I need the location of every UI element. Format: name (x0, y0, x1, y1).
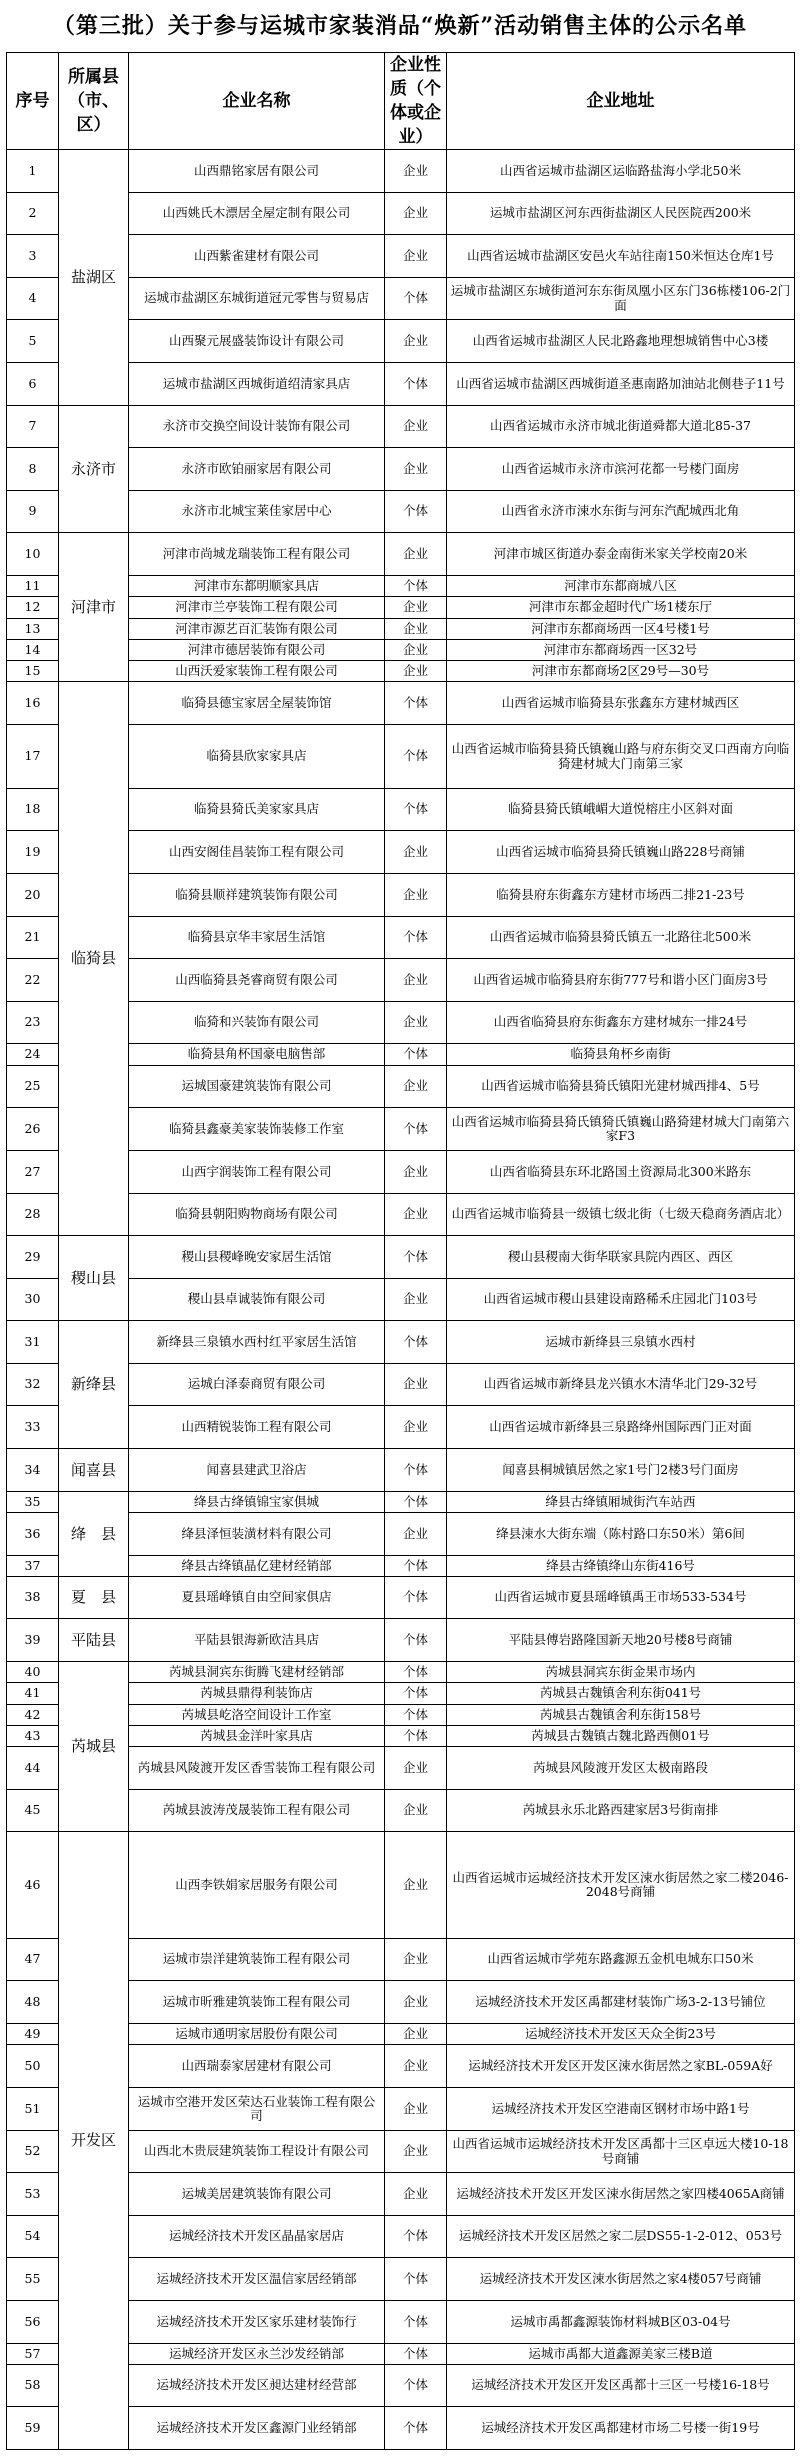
row-company-name: 山西精锐装饰工程有限公司 (129, 1406, 385, 1449)
row-county: 临猗县 (59, 682, 129, 1236)
row-address: 山西省运城市临猗县猗氏镇阳光建材城西排4、5号 (447, 1066, 795, 1108)
row-seq: 32 (7, 1364, 59, 1406)
row-company-type: 个体 (385, 1492, 447, 1513)
table-body (7, 150, 795, 2450)
row-address: 绛县涑水大街东端（陈村路口东50米）第6间 (447, 1513, 795, 1556)
row-address: 稷山县稷南大街华联家具院内西区、西区 (447, 1236, 795, 1279)
row-seq: 47 (7, 1939, 59, 1981)
row-address: 山西省运城市运城经济技术开发区涑水街居然之家二楼2046-2048号商铺 (447, 1832, 795, 1939)
row-address: 山西省运城市稷山县建设南路稀禾庄园北门103号 (447, 1279, 795, 1321)
announcement-table (6, 52, 795, 2450)
row-company-name: 芮城县风陵渡开发区香雪装饰工程有限公司 (129, 1747, 385, 1790)
row-seq: 49 (7, 2024, 59, 2045)
row-address: 河津市东都商城八区 (447, 576, 795, 597)
row-company-type: 企业 (385, 661, 447, 682)
row-company-name: 绛县泽恒装潢材料有限公司 (129, 1513, 385, 1556)
row-address: 运城经济技术开发区开发区禹都十三区一号楼16-18号 (447, 2365, 795, 2407)
row-company-name: 山西紫雀建材有限公司 (129, 235, 385, 278)
row-company-type: 企业 (385, 1364, 447, 1406)
row-company-type: 企业 (385, 831, 447, 874)
row-company-name: 运城经济开发区永兰沙发经销部 (129, 2344, 385, 2365)
row-seq: 40 (7, 1662, 59, 1683)
row-county: 新绛县 (59, 1321, 129, 1449)
row-company-type: 个体 (385, 789, 447, 831)
row-address: 芮城县古魏镇舍利东街158号 (447, 1705, 795, 1726)
row-company-name: 运城市盐湖区东城街道冠元零售与贸易店 (129, 278, 385, 320)
row-seq: 52 (7, 2131, 59, 2173)
row-company-name: 芮城县鼎得利装饰店 (129, 1683, 385, 1705)
row-company-type: 企业 (385, 193, 447, 235)
row-company-type: 个体 (385, 1556, 447, 1577)
row-company-name: 新绛县三泉镇水西村红平家居生活馆 (129, 1321, 385, 1364)
row-seq: 48 (7, 1981, 59, 2024)
row-company-type: 企业 (385, 1981, 447, 2024)
row-county: 河津市 (59, 533, 129, 682)
row-seq: 58 (7, 2365, 59, 2407)
row-company-name: 运城国豪建筑装饰有限公司 (129, 1066, 385, 1108)
row-address: 河津市城区街道办泰金南街米家关学校南20米 (447, 533, 795, 576)
row-address: 山西省运城市夏县瑶峰镇禹王市场533-534号 (447, 1577, 795, 1619)
row-company-type: 企业 (385, 874, 447, 917)
page-title: （第三批）关于参与运城市家装消品“焕新”活动销售主体的公示名单 (52, 13, 748, 39)
row-seq: 30 (7, 1279, 59, 1321)
row-company-type: 企业 (385, 1279, 447, 1321)
row-company-name: 运城市通明家居股份有限公司 (129, 2024, 385, 2045)
header-seq: 序号 (7, 53, 59, 150)
row-address: 芮城县古魏镇舍利东街041号 (447, 1683, 795, 1705)
row-county: 永济市 (59, 406, 129, 533)
table-row (7, 150, 795, 193)
row-address: 运城市禹都鑫源装饰材料城B区03-04号 (447, 2301, 795, 2344)
row-seq: 19 (7, 831, 59, 874)
row-seq: 38 (7, 1577, 59, 1619)
row-address: 山西省运城市临猗县府东街777号和谐小区门面房3号 (447, 959, 795, 1002)
row-company-name: 临猗县鑫豪美家装饰装修工作室 (129, 1108, 385, 1151)
row-address: 平陆县傅岩路隆国新天地20号楼8号商铺 (447, 1619, 795, 1662)
row-company-type: 个体 (385, 1236, 447, 1279)
row-company-type: 个体 (385, 491, 447, 533)
row-address: 山西省临猗县东环北路国土资源局北300米路东 (447, 1151, 795, 1194)
row-address: 山西省运城市临猗县一级镇七级北街（七级天稳商务酒店北） (447, 1194, 795, 1236)
row-address: 山西省运城市永济市滨河花都一号楼门面房 (447, 448, 795, 491)
row-seq: 37 (7, 1556, 59, 1577)
row-address: 山西省运城市临猗县猗氏镇猗氏镇巍山路猗建材城大门南第六家F3 (447, 1108, 795, 1151)
row-seq: 7 (7, 406, 59, 448)
row-company-name: 山西北木贵辰建筑装饰工程设计有限公司 (129, 2131, 385, 2173)
row-company-type: 企业 (385, 619, 447, 640)
row-address: 山西省临猗县府东街鑫东方建材城东一排24号 (447, 1002, 795, 1044)
row-company-type: 个体 (385, 682, 447, 725)
row-address: 河津市东都商场西一区32号 (447, 640, 795, 661)
row-county: 芮城县 (59, 1662, 129, 1832)
row-company-name: 山西宇润装饰工程有限公司 (129, 1151, 385, 1194)
row-company-type: 企业 (385, 533, 447, 576)
row-company-name: 临猗县京华丰家居生活馆 (129, 917, 385, 959)
row-address: 运城经济技术开发区天众全街23号 (447, 2024, 795, 2045)
row-seq: 36 (7, 1513, 59, 1556)
row-company-name: 运城市崇洋建筑装饰工程有限公司 (129, 1939, 385, 1981)
row-company-type: 企业 (385, 597, 447, 619)
row-address: 运城经济技术开发区空港南区钢材市场中路1号 (447, 2088, 795, 2131)
row-company-name: 山西临猗县尧睿商贸有限公司 (129, 959, 385, 1002)
row-company-name: 永济市北城宝莱佳家居中心 (129, 491, 385, 533)
row-company-type: 企业 (385, 150, 447, 193)
row-address: 河津市东都商场2区29号—30号 (447, 661, 795, 682)
row-address: 运城市禹都大道鑫源美家三楼B道 (447, 2344, 795, 2365)
row-seq: 51 (7, 2088, 59, 2131)
row-company-type: 企业 (385, 1832, 447, 1939)
row-company-type: 企业 (385, 1002, 447, 1044)
row-company-type: 个体 (385, 1044, 447, 1066)
table-row (7, 1449, 795, 1492)
row-seq: 25 (7, 1066, 59, 1108)
table-row (7, 1662, 795, 1683)
row-seq: 14 (7, 640, 59, 661)
row-company-name: 绛县古绛镇晶亿建材经销部 (129, 1556, 385, 1577)
row-county: 平陆县 (59, 1619, 129, 1662)
row-company-name: 临猗县朝阳购物商场有限公司 (129, 1194, 385, 1236)
row-county: 稷山县 (59, 1236, 129, 1321)
header-row (7, 53, 795, 150)
row-seq: 50 (7, 2045, 59, 2088)
row-address: 运城市盐湖区东城街道河东东街凤凰小区东门36栋楼106-2门面 (447, 278, 795, 320)
row-seq: 13 (7, 619, 59, 640)
row-company-type: 个体 (385, 725, 447, 789)
row-company-type: 企业 (385, 1066, 447, 1108)
row-seq: 23 (7, 1002, 59, 1044)
row-seq: 26 (7, 1108, 59, 1151)
row-company-name: 山西姚氏木漂居全屋定制有限公司 (129, 193, 385, 235)
row-company-type: 个体 (385, 278, 447, 320)
row-seq: 1 (7, 150, 59, 193)
row-company-type: 企业 (385, 235, 447, 278)
row-company-name: 河津市德居装饰有限公司 (129, 640, 385, 661)
row-company-name: 河津市源艺百汇装饰有限公司 (129, 619, 385, 640)
row-seq: 44 (7, 1747, 59, 1790)
row-address: 山西省运城市临猗县猗氏镇巍山路228号商铺 (447, 831, 795, 874)
row-company-type: 个体 (385, 1705, 447, 1726)
row-address: 临猗县猗氏镇峨嵋大道悦榕庄小区斜对面 (447, 789, 795, 831)
row-seq: 27 (7, 1151, 59, 1194)
row-company-name: 临猗县欣家家具店 (129, 725, 385, 789)
row-company-name: 运城市昕雅建筑装饰工程有限公司 (129, 1981, 385, 2024)
row-company-type: 个体 (385, 917, 447, 959)
row-seq: 56 (7, 2301, 59, 2344)
row-company-name: 芮城县波涛茂晟装饰工程有限公司 (129, 1790, 385, 1832)
row-address: 运城经济技术开发区禹都建材装饰广场3-2-13号铺位 (447, 1981, 795, 2024)
header-county: 所属县（市、区） (59, 53, 129, 150)
row-seq: 24 (7, 1044, 59, 1066)
row-county: 夏 县 (59, 1577, 129, 1619)
row-seq: 2 (7, 193, 59, 235)
row-seq: 11 (7, 576, 59, 597)
table-row (7, 682, 795, 725)
row-company-type: 个体 (385, 2258, 447, 2301)
row-company-name: 运城白泽泰商贸有限公司 (129, 1364, 385, 1406)
row-company-type: 企业 (385, 959, 447, 1002)
row-seq: 20 (7, 874, 59, 917)
row-company-name: 临猗和兴装饰有限公司 (129, 1002, 385, 1044)
row-address: 山西省运城市新绛县龙兴镇水木清华北门29-32号 (447, 1364, 795, 1406)
row-address: 山西省运城市新绛县三泉路绛州国际西门正对面 (447, 1406, 795, 1449)
row-company-name: 运城经济技术开发区温信家居经销部 (129, 2258, 385, 2301)
row-address: 芮城县风陵渡开发区太极南路段 (447, 1747, 795, 1790)
row-seq: 8 (7, 448, 59, 491)
row-seq: 17 (7, 725, 59, 789)
row-seq: 15 (7, 661, 59, 682)
table-row (7, 1832, 795, 1939)
row-company-type: 企业 (385, 640, 447, 661)
row-seq: 54 (7, 2216, 59, 2258)
row-seq: 53 (7, 2173, 59, 2216)
row-company-name: 永济市交换空间设计装饰有限公司 (129, 406, 385, 448)
row-seq: 21 (7, 917, 59, 959)
row-company-name: 运城美居建筑装饰有限公司 (129, 2173, 385, 2216)
row-county: 绛 县 (59, 1492, 129, 1577)
row-company-type: 企业 (385, 1790, 447, 1832)
row-company-name: 稷山县稷峰晚安家居生活馆 (129, 1236, 385, 1279)
row-address: 运城经济技术开发区禹都建材市场二号楼一街19号 (447, 2407, 795, 2450)
row-company-name: 河津市尚城龙瑞装饰工程有限公司 (129, 533, 385, 576)
row-seq: 46 (7, 1832, 59, 1939)
row-company-type: 企业 (385, 320, 447, 363)
row-company-name: 山西聚元展盛装饰设计有限公司 (129, 320, 385, 363)
row-company-type: 企业 (385, 2024, 447, 2045)
row-seq: 12 (7, 597, 59, 619)
row-address: 绛县古绛镇绛山东街416号 (447, 1556, 795, 1577)
row-company-type: 个体 (385, 1726, 447, 1747)
row-company-type: 企业 (385, 1939, 447, 1981)
row-address: 河津市东都金超时代广场1楼东厅 (447, 597, 795, 619)
row-seq: 9 (7, 491, 59, 533)
row-company-name: 闻喜县建武卫浴店 (129, 1449, 385, 1492)
row-company-type: 个体 (385, 1662, 447, 1683)
row-company-name: 芮城县洞宾东街腾飞建材经销部 (129, 1662, 385, 1683)
row-address: 山西省运城市盐湖区安邑火车站往南150米恒达仓库1号 (447, 235, 795, 278)
row-company-type: 企业 (385, 406, 447, 448)
row-county: 开发区 (59, 1832, 129, 2450)
row-seq: 43 (7, 1726, 59, 1747)
row-company-name: 河津市兰亭装饰工程有限公司 (129, 597, 385, 619)
row-company-type: 个体 (385, 1577, 447, 1619)
row-company-name: 山西李铁娟家居服务有限公司 (129, 1832, 385, 1939)
row-seq: 6 (7, 363, 59, 406)
row-company-type: 个体 (385, 1683, 447, 1705)
row-company-name: 山西瑞泰家居建材有限公司 (129, 2045, 385, 2088)
row-company-type: 个体 (385, 1619, 447, 1662)
row-company-type: 企业 (385, 1406, 447, 1449)
row-address: 运城经济技术开发区居然之家二层DS55-1-2-012、053号 (447, 2216, 795, 2258)
row-address: 山西省运城市临猗县猗氏镇五一北路往北500米 (447, 917, 795, 959)
row-seq: 55 (7, 2258, 59, 2301)
header-name: 企业名称 (129, 53, 385, 150)
row-company-name: 临猗县角杯国豪电脑售部 (129, 1044, 385, 1066)
row-company-type: 个体 (385, 1321, 447, 1364)
row-seq: 42 (7, 1705, 59, 1726)
row-company-name: 芮城县金洋叶家具店 (129, 1726, 385, 1747)
row-seq: 29 (7, 1236, 59, 1279)
row-company-type: 个体 (385, 2301, 447, 2344)
row-company-type: 企业 (385, 1747, 447, 1790)
row-company-type: 个体 (385, 1108, 447, 1151)
row-company-name: 河津市东都明顺家具店 (129, 576, 385, 597)
row-address: 山西省运城市盐湖区西城街道圣惠南路加油站北侧巷子11号 (447, 363, 795, 406)
row-company-name: 运城经济技术开发区鑫源门业经销部 (129, 2407, 385, 2450)
row-seq: 35 (7, 1492, 59, 1513)
row-address: 山西省运城市盐湖区运临路盐海小学北50米 (447, 150, 795, 193)
table-row (7, 406, 795, 448)
row-company-name: 运城市盐湖区西城街道绍清家具店 (129, 363, 385, 406)
row-company-type: 个体 (385, 2365, 447, 2407)
row-company-type: 个体 (385, 363, 447, 406)
row-seq: 33 (7, 1406, 59, 1449)
row-address: 山西省运城市运城经济技术开发区禹都十三区卓远大楼10-18号商铺 (447, 2131, 795, 2173)
row-address: 芮城县永乐北路西建家居3号街南排 (447, 1790, 795, 1832)
row-address: 山西省运城市临猗县东张鑫东方建材城西区 (447, 682, 795, 725)
row-company-type: 企业 (385, 2131, 447, 2173)
row-address: 临猗县府东街鑫东方建材市场西二排21-23号 (447, 874, 795, 917)
row-company-name: 临猗县顺祥建筑装饰有限公司 (129, 874, 385, 917)
row-company-name: 运城经济技术开发区晶晶家居店 (129, 2216, 385, 2258)
row-address: 河津市东都商场西一区4号楼1号 (447, 619, 795, 640)
row-seq: 5 (7, 320, 59, 363)
row-company-name: 运城经济技术开发区昶达建材经营部 (129, 2365, 385, 2407)
row-county: 盐湖区 (59, 150, 129, 406)
row-seq: 45 (7, 1790, 59, 1832)
table-row (7, 533, 795, 576)
row-seq: 28 (7, 1194, 59, 1236)
table-row (7, 1492, 795, 1513)
row-address: 临猗县角杯乡南街 (447, 1044, 795, 1066)
row-company-name: 山西安阁佳昌装饰工程有限公司 (129, 831, 385, 874)
row-company-name: 临猗县德宝家居全屋装饰馆 (129, 682, 385, 725)
row-company-type: 个体 (385, 576, 447, 597)
row-company-type: 企业 (385, 2173, 447, 2216)
row-company-type: 企业 (385, 448, 447, 491)
row-company-type: 个体 (385, 2407, 447, 2450)
row-seq: 16 (7, 682, 59, 725)
row-county: 闻喜县 (59, 1449, 129, 1492)
row-seq: 34 (7, 1449, 59, 1492)
row-company-type: 企业 (385, 2045, 447, 2088)
row-seq: 22 (7, 959, 59, 1002)
row-seq: 4 (7, 278, 59, 320)
row-company-name: 平陆县银海新欧洁具店 (129, 1619, 385, 1662)
row-seq: 3 (7, 235, 59, 278)
row-company-name: 临猗县猗氏美家家具店 (129, 789, 385, 831)
table-row (7, 1619, 795, 1662)
row-company-type: 企业 (385, 1513, 447, 1556)
row-address: 运城经济技术开发区开发区涑水街居然之家BL-059A好 (447, 2045, 795, 2088)
header-address: 企业地址 (447, 53, 795, 150)
row-seq: 57 (7, 2344, 59, 2365)
table-row (7, 1321, 795, 1364)
row-company-name: 运城市空港开发区荣达石业装饰工程有限公司 (129, 2088, 385, 2131)
table-row (7, 1236, 795, 1279)
row-seq: 41 (7, 1683, 59, 1705)
row-address: 运城经济技术开发区开发区涑水街居然之家四楼4065A商铺 (447, 2173, 795, 2216)
row-company-type: 个体 (385, 2216, 447, 2258)
row-company-name: 夏县瑶峰镇自由空间家俱店 (129, 1577, 385, 1619)
row-address: 山西省运城市永济市城北街道舜都大道北85-37 (447, 406, 795, 448)
row-address: 运城市盐湖区河东西街盐湖区人民医院西200米 (447, 193, 795, 235)
row-seq: 59 (7, 2407, 59, 2450)
row-address: 芮城县洞宾东街金果市场内 (447, 1662, 795, 1683)
row-company-type: 企业 (385, 1151, 447, 1194)
row-address: 运城市新绛县三泉镇水西村 (447, 1321, 795, 1364)
row-company-name: 运城经济技术开发区家乐建材装饰行 (129, 2301, 385, 2344)
row-address: 山西省永济市涑水东街与河东汽配城西北角 (447, 491, 795, 533)
row-seq: 18 (7, 789, 59, 831)
row-company-name: 芮城县屹洛空间设计工作室 (129, 1705, 385, 1726)
row-company-name: 山西沃爱家装饰工程有限公司 (129, 661, 385, 682)
row-address: 运城经济技术开发区涑水街居然之家4楼057号商铺 (447, 2258, 795, 2301)
row-seq: 31 (7, 1321, 59, 1364)
row-address: 闻喜县桐城镇居然之家1号门2楼3号门面房 (447, 1449, 795, 1492)
row-company-name: 永济市欧铂丽家居有限公司 (129, 448, 385, 491)
row-company-type: 个体 (385, 2344, 447, 2365)
row-seq: 39 (7, 1619, 59, 1662)
row-address: 绛县古绛镇厢城街汽车站西 (447, 1492, 795, 1513)
row-company-type: 企业 (385, 1194, 447, 1236)
row-company-name: 绛县古绛镇锦宝家俱城 (129, 1492, 385, 1513)
row-company-type: 企业 (385, 2088, 447, 2131)
row-address: 山西省运城市临猗县猗氏镇巍山路与府东街交叉口西南方向临猗建材城大门南第三家 (447, 725, 795, 789)
row-company-name: 山西鼎铭家居有限公司 (129, 150, 385, 193)
row-address: 山西省运城市盐湖区人民北路鑫地理想城销售中心3楼 (447, 320, 795, 363)
row-company-type: 个体 (385, 1449, 447, 1492)
table-row (7, 1577, 795, 1619)
row-seq: 10 (7, 533, 59, 576)
row-company-name: 稷山县卓诚装饰有限公司 (129, 1279, 385, 1321)
row-address: 山西省运城市学苑东路鑫源五金机电城东口50米 (447, 1939, 795, 1981)
header-type: 企业性质（个体或企业） (385, 53, 447, 150)
row-address: 芮城县古魏镇古魏北路西侧01号 (447, 1726, 795, 1747)
